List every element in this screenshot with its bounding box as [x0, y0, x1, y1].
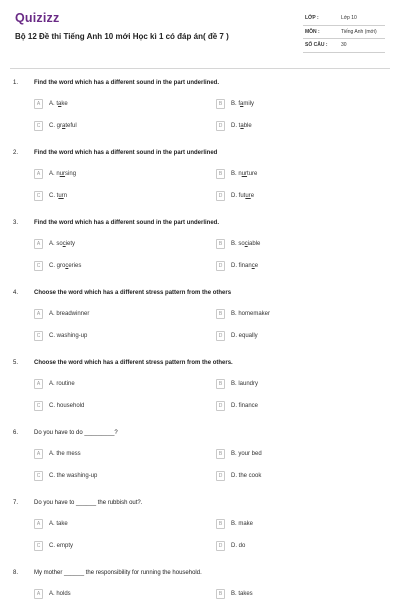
answer-option-a[interactable]: [34, 99, 184, 110]
question-text: Do you have to ______ the rubbish out?.: [34, 500, 143, 506]
option-text: B. homemaker: [231, 310, 271, 317]
answer-option-c[interactable]: [34, 471, 184, 482]
option-text: C. washing-up: [49, 332, 88, 339]
header-divider: [10, 68, 390, 69]
option-letter-box[interactable]: B: [216, 99, 225, 109]
option-text: C. household: [49, 402, 85, 409]
question-number: 5.: [13, 360, 19, 366]
meta-value: Lớp 10: [341, 15, 357, 21]
answer-option-b[interactable]: [216, 99, 366, 110]
option-text: D. finance: [231, 262, 259, 269]
option-text: B. laundry: [231, 380, 259, 387]
answer-option-b[interactable]: [216, 239, 366, 250]
answer-option-d[interactable]: [216, 541, 366, 552]
document-title: Bộ 12 Đề thi Tiếng Anh 10 mới Học kì 1 có đáp án( đề 7 ): [15, 32, 229, 41]
option-letter-box[interactable]: A: [34, 519, 43, 529]
meta-value: Tiếng Anh (mới): [341, 28, 377, 35]
question-number: 2.: [13, 150, 19, 156]
option-letter-box[interactable]: B: [216, 169, 225, 179]
option-letter-box[interactable]: D: [216, 121, 225, 131]
meta-value: 30: [341, 42, 347, 48]
option-letter-box[interactable]: D: [216, 191, 225, 201]
option-text: B. takes: [231, 590, 253, 597]
answer-option-d[interactable]: [216, 191, 366, 202]
answer-option-b[interactable]: [216, 379, 366, 390]
option-text: D. equally: [231, 332, 258, 339]
option-letter-box[interactable]: A: [34, 239, 43, 249]
question-text: Find the word which has a different sound in the part underlined: [34, 150, 218, 156]
option-letter-box[interactable]: A: [34, 449, 43, 459]
option-text: D. table: [231, 122, 252, 129]
option-text: C. groceries: [49, 262, 82, 269]
option-letter-box[interactable]: D: [216, 261, 225, 271]
option-letter-box[interactable]: C: [34, 261, 43, 271]
option-text: C. grateful: [49, 122, 77, 129]
meta-row-subject: [303, 26, 385, 40]
option-letter-box[interactable]: B: [216, 239, 225, 249]
quizizz-logo: Quizizz: [15, 11, 60, 25]
meta-label: MÔN :: [305, 28, 320, 35]
answer-option-c[interactable]: [34, 541, 184, 552]
question-number: 4.: [13, 290, 19, 296]
answer-option-b[interactable]: [216, 169, 366, 180]
answer-option-d[interactable]: [216, 261, 366, 272]
meta-row-class: [303, 12, 385, 26]
option-letter-box[interactable]: C: [34, 541, 43, 551]
answer-option-d[interactable]: [216, 331, 366, 342]
option-text: A. breadwinner: [49, 310, 90, 317]
answer-option-c[interactable]: [34, 331, 184, 342]
option-letter-box[interactable]: A: [34, 379, 43, 389]
option-text: A. holds: [49, 590, 71, 597]
answer-option-a[interactable]: [34, 519, 184, 530]
option-letter-box[interactable]: D: [216, 471, 225, 481]
answer-option-a[interactable]: [34, 379, 184, 390]
question-text: Find the word which has a different sound in the part underlined.: [34, 80, 220, 86]
question-number: 7.: [13, 500, 19, 506]
option-text: D. finance: [231, 402, 259, 409]
option-letter-box[interactable]: B: [216, 379, 225, 389]
option-letter-box[interactable]: A: [34, 309, 43, 319]
option-text: C. the washing-up: [49, 472, 98, 479]
answer-option-c[interactable]: [34, 261, 184, 272]
question-text: Do you have to do _________?: [34, 430, 118, 436]
answer-option-b[interactable]: [216, 589, 366, 600]
answer-option-d[interactable]: [216, 121, 366, 132]
question-number: 8.: [13, 570, 19, 576]
answer-option-a[interactable]: [34, 239, 184, 250]
option-text: D. do: [231, 542, 246, 549]
option-letter-box[interactable]: D: [216, 401, 225, 411]
meta-label: SỐ CÂU :: [305, 42, 328, 48]
answer-option-a[interactable]: [34, 589, 184, 600]
option-letter-box[interactable]: A: [34, 99, 43, 109]
answer-option-c[interactable]: [34, 121, 184, 132]
option-letter-box[interactable]: B: [216, 449, 225, 459]
meta-table: [303, 12, 385, 53]
answer-option-b[interactable]: [216, 519, 366, 530]
meta-label: LỚP :: [305, 15, 319, 21]
question-text: Choose the word which has a different stress pattern from the others.: [34, 360, 233, 366]
option-text: A. society: [49, 240, 76, 247]
question-number: 6.: [13, 430, 19, 436]
option-text: A. take: [49, 100, 68, 107]
answer-option-a[interactable]: [34, 449, 184, 460]
option-text: A. take: [49, 520, 68, 527]
question-text: Find the word which has a different sound in the part underlined.: [34, 220, 220, 226]
answer-option-d[interactable]: [216, 471, 366, 482]
option-text: B. make: [231, 520, 254, 527]
answer-option-c[interactable]: [34, 191, 184, 202]
document-header: [0, 0, 400, 68]
option-letter-box[interactable]: C: [34, 401, 43, 411]
option-letter-box[interactable]: C: [34, 121, 43, 131]
option-letter-box[interactable]: B: [216, 309, 225, 319]
option-letter-box[interactable]: D: [216, 541, 225, 551]
meta-row-count: [303, 39, 385, 53]
answer-option-a[interactable]: [34, 169, 184, 180]
option-text: B. family: [231, 100, 255, 107]
option-letter-box[interactable]: D: [216, 331, 225, 341]
option-text: A. routine: [49, 380, 75, 387]
option-letter-box[interactable]: C: [34, 471, 43, 481]
option-text: B. your bed: [231, 450, 262, 457]
option-text: B. sociable: [231, 240, 261, 247]
option-letter-box[interactable]: A: [34, 169, 43, 179]
option-text: D. future: [231, 192, 255, 199]
answer-option-a[interactable]: [34, 309, 184, 320]
option-text: A. the mess: [49, 450, 81, 457]
option-text: C. turn: [49, 192, 68, 199]
question-number: 3.: [13, 220, 19, 226]
option-text: B. nurture: [231, 170, 258, 177]
answer-option-c[interactable]: [34, 401, 184, 412]
option-letter-box[interactable]: A: [34, 589, 43, 599]
question-text: Choose the word which has a different stress pattern from the others: [34, 290, 232, 296]
option-text: A. nursing: [49, 170, 77, 177]
option-letter-box[interactable]: C: [34, 191, 43, 201]
option-letter-box[interactable]: C: [34, 331, 43, 341]
option-text: D. the cook: [231, 472, 262, 479]
question-text: My mother ______ the responsibility for running the household.: [34, 570, 202, 576]
option-letter-box[interactable]: B: [216, 589, 225, 599]
answer-option-b[interactable]: [216, 449, 366, 460]
answer-option-b[interactable]: [216, 309, 366, 320]
option-text: C. empty: [49, 542, 74, 549]
option-letter-box[interactable]: B: [216, 519, 225, 529]
question-number: 1.: [13, 80, 19, 86]
answer-option-d[interactable]: [216, 401, 366, 412]
